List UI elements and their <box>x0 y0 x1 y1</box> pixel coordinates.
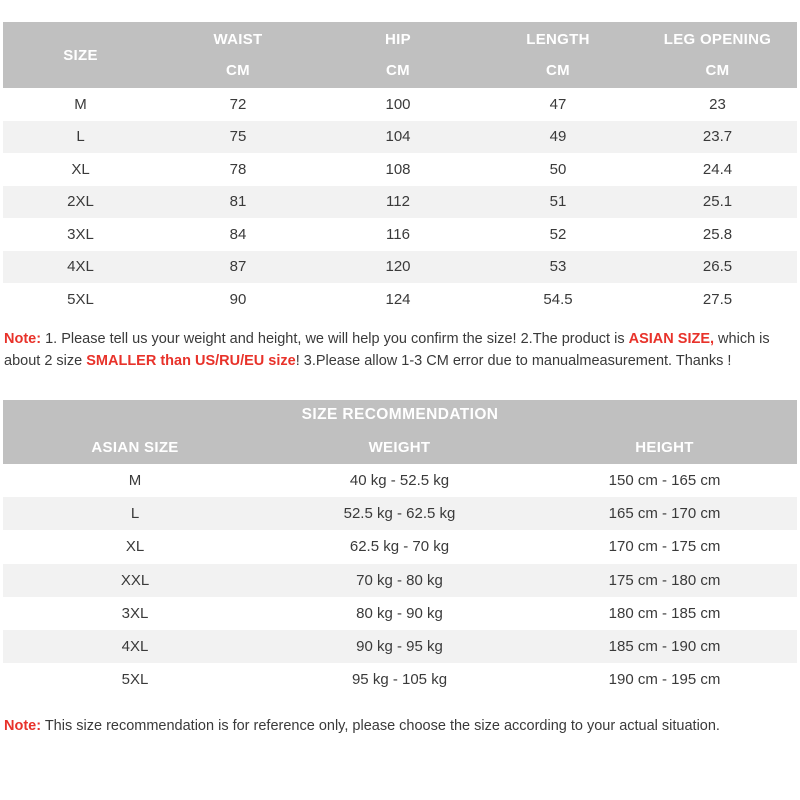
size-recommendation-title: SIZE RECOMMENDATION <box>3 400 797 430</box>
cell-length: 47 <box>478 88 638 121</box>
table-row <box>3 630 797 663</box>
note-text: This size recommendation is for reference only, please choose the size according to your actual situation. <box>41 717 720 734</box>
cell-asian-size: L <box>3 497 267 530</box>
cell-asian-size: XXL <box>3 564 267 597</box>
cell-length: 49 <box>478 121 638 154</box>
cell-height: 190 cm - 195 cm <box>532 663 797 696</box>
table-row <box>3 251 797 284</box>
cell-size: M <box>3 88 158 121</box>
table-row <box>3 283 797 316</box>
cell-weight: 52.5 kg - 62.5 kg <box>267 497 532 530</box>
column-header-length-label: LENGTH <box>526 31 590 48</box>
table-row <box>3 218 797 251</box>
cell-height: 185 cm - 190 cm <box>532 630 797 663</box>
cell-hip: 108 <box>318 153 478 186</box>
note-label: Note: <box>4 330 42 347</box>
cell-asian-size: XL <box>3 530 267 563</box>
size-recommendation-table-container <box>3 400 797 696</box>
cell-hip: 104 <box>318 121 478 154</box>
cell-length: 51 <box>478 186 638 219</box>
size-recommendation-table <box>3 400 797 696</box>
table-header-row <box>3 430 797 464</box>
size-measurement-table <box>3 22 797 316</box>
note-emphasis-smaller: SMALLER than US/RU/EU size <box>86 352 296 369</box>
cell-hip: 116 <box>318 218 478 251</box>
size-measurement-table-head <box>3 22 797 88</box>
note-part-2: which is about 2 size <box>4 330 770 369</box>
table-row <box>3 497 797 530</box>
column-header-size <box>3 22 158 88</box>
column-header-asian-size: ASIAN SIZE <box>3 430 267 464</box>
size-measurement-table-container <box>3 22 797 316</box>
table-row <box>3 121 797 154</box>
column-header-waist <box>158 22 318 88</box>
cell-leg-opening: 27.5 <box>638 283 797 316</box>
cell-waist: 90 <box>158 283 318 316</box>
cell-length: 53 <box>478 251 638 284</box>
table-row <box>3 597 797 630</box>
cell-size: 4XL <box>3 251 158 284</box>
table-row <box>3 88 797 121</box>
column-header-leg-opening-unit: CM <box>705 62 730 79</box>
cell-asian-size: 3XL <box>3 597 267 630</box>
cell-size: L <box>3 121 158 154</box>
column-header-hip-label: HIP <box>385 31 411 48</box>
cell-waist: 72 <box>158 88 318 121</box>
cell-height: 180 cm - 185 cm <box>532 597 797 630</box>
note-part-3: ! 3.Please allow 1-3 CM error due to manualmeasurement. Thanks ! <box>295 352 732 369</box>
cell-height: 175 cm - 180 cm <box>532 564 797 597</box>
cell-leg-opening: 25.1 <box>638 186 797 219</box>
cell-height: 150 cm - 165 cm <box>532 464 797 497</box>
size-measurement-table-body <box>3 88 797 316</box>
column-header-waist-label: WAIST <box>213 31 263 48</box>
cell-waist: 78 <box>158 153 318 186</box>
cell-size: 3XL <box>3 218 158 251</box>
cell-weight: 90 kg - 95 kg <box>267 630 532 663</box>
cell-weight: 95 kg - 105 kg <box>267 663 532 696</box>
cell-asian-size: 5XL <box>3 663 267 696</box>
cell-waist: 87 <box>158 251 318 284</box>
size-recommendation-table-body <box>3 464 797 696</box>
cell-hip: 112 <box>318 186 478 219</box>
column-header-height: HEIGHT <box>532 430 797 464</box>
table-row <box>3 663 797 696</box>
cell-size: XL <box>3 153 158 186</box>
note-label: Note: <box>4 717 42 734</box>
cell-height: 170 cm - 175 cm <box>532 530 797 563</box>
note-part-1: 1. Please tell us your weight and height, we will help you confirm the size! 2.The product is <box>41 330 629 347</box>
table-row <box>3 153 797 186</box>
cell-waist: 84 <box>158 218 318 251</box>
cell-size: 2XL <box>3 186 158 219</box>
column-header-weight: WEIGHT <box>267 430 532 464</box>
cell-weight: 40 kg - 52.5 kg <box>267 464 532 497</box>
table-row <box>3 564 797 597</box>
cell-weight: 80 kg - 90 kg <box>267 597 532 630</box>
column-header-hip <box>318 22 478 88</box>
cell-height: 165 cm - 170 cm <box>532 497 797 530</box>
cell-weight: 70 kg - 80 kg <box>267 564 532 597</box>
size-table-note <box>4 328 794 372</box>
cell-weight: 62.5 kg - 70 kg <box>267 530 532 563</box>
table-row <box>3 464 797 497</box>
table-title-row <box>3 400 797 430</box>
column-header-length-unit: CM <box>546 62 570 79</box>
cell-asian-size: M <box>3 464 267 497</box>
cell-leg-opening: 25.8 <box>638 218 797 251</box>
cell-size: 5XL <box>3 283 158 316</box>
cell-leg-opening: 23.7 <box>638 121 797 154</box>
cell-asian-size: 4XL <box>3 630 267 663</box>
column-header-length <box>478 22 638 88</box>
cell-length: 54.5 <box>478 283 638 316</box>
cell-leg-opening: 23 <box>638 88 797 121</box>
size-recommendation-table-head <box>3 400 797 464</box>
cell-leg-opening: 24.4 <box>638 153 797 186</box>
column-header-hip-unit: CM <box>386 62 410 79</box>
table-row <box>3 186 797 219</box>
column-header-leg-opening <box>638 22 797 88</box>
cell-waist: 75 <box>158 121 318 154</box>
cell-hip: 124 <box>318 283 478 316</box>
cell-hip: 120 <box>318 251 478 284</box>
column-header-leg-opening-label: LEG OPENING <box>663 31 772 48</box>
note-emphasis-asian-size: ASIAN SIZE, <box>628 330 715 347</box>
cell-hip: 100 <box>318 88 478 121</box>
cell-length: 52 <box>478 218 638 251</box>
table-header-row <box>3 22 797 88</box>
cell-waist: 81 <box>158 186 318 219</box>
cell-leg-opening: 26.5 <box>638 251 797 284</box>
size-recommendation-note <box>4 715 774 737</box>
column-header-size-label: SIZE <box>63 46 98 64</box>
column-header-waist-unit: CM <box>226 62 250 79</box>
cell-length: 50 <box>478 153 638 186</box>
table-row <box>3 530 797 563</box>
